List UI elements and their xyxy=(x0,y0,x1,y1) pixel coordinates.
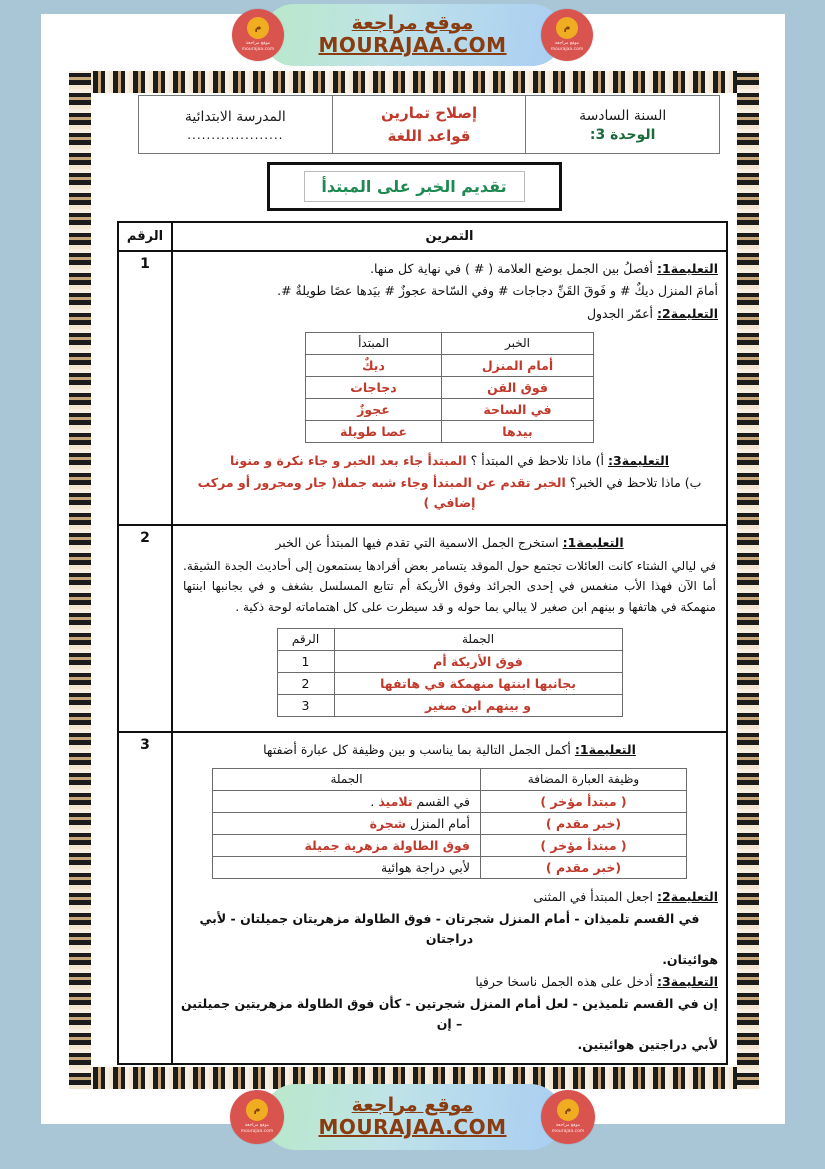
cell-sentence xyxy=(213,812,481,834)
exercise-2-answer-table xyxy=(277,628,623,717)
logo-disc-icon: م xyxy=(246,1099,268,1121)
document-header-table xyxy=(138,95,720,154)
logo-caption-en: mourajaa.com xyxy=(241,47,275,52)
cell-sentence xyxy=(213,790,481,812)
logo-caption-en: mourajaa.com xyxy=(551,1129,585,1134)
site-logo-icon xyxy=(232,9,284,61)
table-row xyxy=(306,420,594,442)
table-row xyxy=(277,672,622,694)
exercise-3-table-wrapper xyxy=(181,762,718,885)
exercise-number: 1 xyxy=(140,256,150,272)
cell-mubtada: دجاجات xyxy=(306,376,442,398)
col-header-jumla: الجملة xyxy=(213,768,481,790)
logo-caption-en: mourajaa.com xyxy=(550,47,584,52)
exercise-3-answer-3-line-1: إن في القسم تلميذين - لعل أمام المنزل شجرتين - كأن فوق الطاولة مزهريتين جميلتين – إن xyxy=(181,996,718,1032)
instruction-text: أفصلُ بين الجمل بوضع العلامة ( # ) في نهاية كل منها. xyxy=(370,261,653,276)
col-header-wadifa: وظيفة العبارة المضافة xyxy=(481,768,687,790)
instruction-text: أعمّر الجدول xyxy=(586,305,653,321)
exercise-1-sentence-line: أمامَ المنزل ديكٌ # و فَوقَ القَنِّ دجاجات # وفي السّاحة عجوزٌ # بيَدها عصًا طويلةٌ #. xyxy=(277,283,718,299)
instruction-text: أدخل على هذه الجمل ناسخا حرفيا xyxy=(475,973,653,989)
question-b-text: ب) ماذا تلاحظ في الخبر؟ xyxy=(569,475,702,490)
exercises-table-body xyxy=(118,251,727,1064)
subject-label-1: إصلاح تمارين xyxy=(380,104,478,122)
document-body xyxy=(100,95,728,1065)
table-row xyxy=(213,856,687,878)
instruction-label: التعليمة1: xyxy=(574,741,636,757)
decorative-border-top xyxy=(69,71,759,93)
exercise-3-instruction-1 xyxy=(181,740,718,760)
exercise-3-answer-2-line-1: في القسم تلميذان - أمام المنزل شجرتان - فوق الطاولة مزهريتان جميلتان - لأبي دراجتان xyxy=(199,911,700,947)
school-blank-dots: .................... xyxy=(187,128,284,142)
table-row xyxy=(306,398,594,420)
decorative-border-right xyxy=(737,71,759,1089)
question-a-text: أ) ماذا تلاحظ في المبتدأ ؟ xyxy=(470,452,605,468)
logo-disc-icon: م xyxy=(247,17,269,39)
site-logo-icon xyxy=(541,1090,595,1144)
logo-caption-ar: موقع مراجعة xyxy=(244,1123,270,1129)
instruction-label: التعليمة3: xyxy=(656,973,718,989)
table-row xyxy=(118,251,727,525)
header-number-col xyxy=(118,222,172,251)
site-logo-icon xyxy=(541,9,593,61)
exercises-table-head xyxy=(118,222,727,251)
exercise-2-paragraph: في ليالي الشتاء كانت العائلات تجتمع حول الموقد يتسامر بعض أفرادها يستمعون إلى أحاديث الجدة الشيقة. أما الآن فهذا الأب منغمس في إحدى الجرائد وفوق الأريكة أم تتابع المسلسل بشغف و في بجانبها ابنتها منهمكة في هاتفها و بينهم ابن صغير لا يبالي بما حوله و قد سيطرت على كل اهتماماته لوحة ذكية . xyxy=(183,558,716,614)
instruction-label: التعليمة3: xyxy=(608,452,670,468)
table-row xyxy=(213,790,687,812)
sentence-given: أمام المنزل xyxy=(406,815,470,831)
sentence-answer: شجرة xyxy=(369,815,407,831)
header-exercise-label: التمرين xyxy=(425,229,474,244)
cell-wadifa: (خبر مقدم ) xyxy=(481,856,687,878)
logo-caption-ar: موقع مراجعة xyxy=(555,1123,581,1129)
exercise-3-answer-table xyxy=(212,768,687,879)
table-row xyxy=(118,525,727,732)
table-row xyxy=(277,650,622,672)
col-header-khabar: الخبر xyxy=(442,332,594,354)
exercise-2-number-cell xyxy=(118,525,172,732)
exercise-number: 3 xyxy=(140,736,150,753)
watermark-title-ar: موقع مراجعة xyxy=(351,11,474,34)
question-a-answer: المبتدأ جاء بعد الخبر و جاء نكرة و منونا xyxy=(229,452,467,468)
table-row xyxy=(277,628,622,650)
exercise-2-table-wrapper xyxy=(181,622,718,723)
year-label: السنة السادسة xyxy=(579,108,667,124)
table-row xyxy=(306,354,594,376)
school-label: المدرسة الابتدائية xyxy=(184,109,286,125)
table-row xyxy=(306,332,594,354)
cell-khabar: في الساحة xyxy=(442,398,594,420)
table-row xyxy=(213,834,687,856)
logo-disc-icon: م xyxy=(556,17,578,39)
col-header-raqm: الرقم xyxy=(277,628,334,650)
header-cell-subject xyxy=(332,96,526,154)
decorative-border-left xyxy=(69,71,91,1089)
lesson-title-wrapper xyxy=(100,162,728,211)
sentence-answer: فوق الطاولة مزهرية جميلة xyxy=(304,837,470,853)
cell-raqm: 2 xyxy=(277,672,334,694)
cell-sentence xyxy=(213,856,481,878)
watermark-title-ar: موقع مراجعة xyxy=(351,1093,474,1116)
exercise-2-content xyxy=(172,525,727,732)
sentence-tail: . xyxy=(370,793,379,809)
header-row xyxy=(139,96,720,154)
cell-khabar: أمام المنزل xyxy=(442,354,594,376)
cell-raqm: 1 xyxy=(277,650,334,672)
exercise-1-question-a xyxy=(181,451,718,471)
watermark-banner-bottom xyxy=(0,1078,825,1156)
watermark-banner-top xyxy=(0,0,825,70)
logo-caption-ar: موقع مراجعة xyxy=(245,41,271,47)
exercises-header-row xyxy=(118,222,727,251)
site-logo-icon xyxy=(230,1090,284,1144)
cell-mubtada: عصا طويلة xyxy=(306,420,442,442)
cell-khabar: فوق القن xyxy=(442,376,594,398)
table-row xyxy=(213,812,687,834)
instruction-text: أكمل الجمل التالية بما يناسب و بين وظيفة كل عبارة أضفتها xyxy=(263,741,571,757)
cell-mubtada: عجوزٌ xyxy=(306,398,442,420)
logo-caption-ar: موقع مراجعة xyxy=(554,41,580,47)
exercise-1-question-b xyxy=(181,473,718,514)
watermark-pill xyxy=(263,1084,563,1150)
cell-jumla: فوق الأريكة أم xyxy=(334,650,622,672)
unit-label: الوحدة 3: xyxy=(589,127,656,143)
instruction-text: استخرج الجمل الاسمية التي تقدم فيها المبتدأ عن الخبر xyxy=(275,534,559,550)
exercises-table xyxy=(117,221,728,1065)
instruction-label: التعليمة1: xyxy=(562,534,624,550)
exercise-1-instruction-1 xyxy=(181,259,718,279)
cell-jumla: و بينهم ابن صغير xyxy=(334,694,622,716)
lesson-title-inner xyxy=(304,171,525,202)
exercise-3-instruction-3 xyxy=(181,972,718,992)
exercise-1-instruction-2 xyxy=(181,304,718,324)
sentence-given: في القسم xyxy=(412,793,470,809)
exercise-3-number-cell xyxy=(118,732,172,1064)
exercise-1-table-wrapper xyxy=(181,326,718,449)
watermark-pill xyxy=(263,4,563,66)
exercise-3-answer-3-line-2: لأبي دراجتين هوائيتين. xyxy=(577,1036,718,1052)
cell-mubtada: ديكٌ xyxy=(306,354,442,376)
logo-caption-en: mourajaa.com xyxy=(240,1129,274,1134)
subject-label-2: قواعد اللغة xyxy=(387,126,471,145)
watermark-url: MOURAJAA.COM xyxy=(318,1115,507,1140)
instruction-label: التعليمة2: xyxy=(656,305,718,321)
cell-wadifa: ( مبتدأ مؤخر ) xyxy=(481,790,687,812)
col-header-jumla: الجملة xyxy=(334,628,622,650)
exercise-3-instruction-2 xyxy=(181,887,718,907)
instruction-text: اجعل المبتدأ في المثنى xyxy=(533,888,653,904)
cell-khabar: بيدها xyxy=(442,420,594,442)
header-cell-year xyxy=(526,96,720,154)
header-exercise-col xyxy=(172,222,727,251)
cell-raqm: 3 xyxy=(277,694,334,716)
exercise-1-number-cell xyxy=(118,251,172,525)
lesson-title-box xyxy=(267,162,562,211)
header-cell-school xyxy=(139,96,333,154)
page-title: تقديم الخبر على المبتدأ xyxy=(321,177,507,196)
sentence-answer: تلاميذ xyxy=(378,793,413,809)
logo-disc-icon: م xyxy=(557,1099,579,1121)
col-header-mubtada: المبتدأ xyxy=(306,332,442,354)
exercise-2-instruction-1 xyxy=(181,533,718,553)
table-row xyxy=(118,732,727,1064)
table-row xyxy=(213,768,687,790)
instruction-label: التعليمة1: xyxy=(656,261,718,276)
cell-sentence xyxy=(213,834,481,856)
sentence-given: لأبي دراجة هوائية xyxy=(381,859,470,875)
table-row xyxy=(306,376,594,398)
table-row xyxy=(277,694,622,716)
question-b-answer: الخبر تقدم عن المبتدأ وجاء شبه جملة( جار ومجرور أو مركب إضافي ) xyxy=(197,475,566,511)
cell-jumla: بجانبها ابنتها منهمكة في هاتفها xyxy=(334,672,622,694)
exercise-3-content xyxy=(172,732,727,1064)
header-number-label: الرقم xyxy=(126,229,164,244)
watermark-url: MOURAJAA.COM xyxy=(318,33,507,58)
cell-wadifa: (خبر مقدم ) xyxy=(481,812,687,834)
exercise-1-content xyxy=(172,251,727,525)
instruction-label: التعليمة2: xyxy=(656,888,718,904)
exercise-number: 2 xyxy=(140,529,150,546)
cell-wadifa: ( مبتدأ مؤخر ) xyxy=(481,834,687,856)
exercise-3-answer-2-line-2: هوائيتان. xyxy=(662,951,718,967)
exercise-1-answer-table xyxy=(305,332,594,443)
